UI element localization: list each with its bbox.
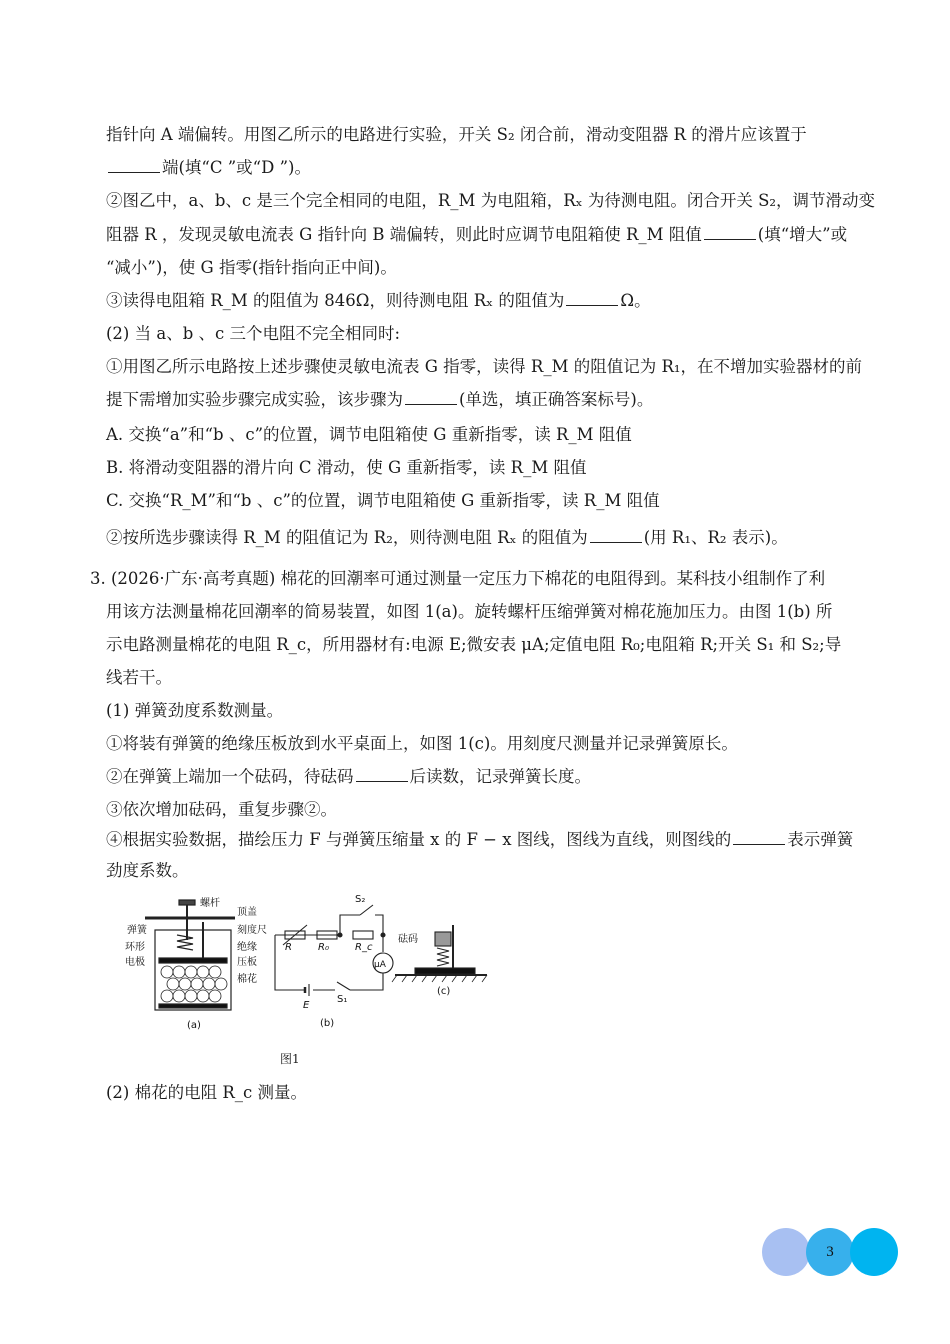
label-weight: 砝码 xyxy=(398,934,418,945)
step-1: ①将装有弹簧的绝缘压板放到水平桌面上，如图 1(c)。用刻度尺测量并记录弹簧原长。 xyxy=(106,734,738,753)
label-rc: R_c xyxy=(355,942,373,953)
line-text-pre: 阻器 R ，发现灵敏电流表 G 指针向 B 端偏转，则此时应调节电阻箱使 R_M 阻值 xyxy=(106,225,702,244)
question-3-line-4: 线若干。 xyxy=(106,668,172,687)
label-ruler: 刻度尺 xyxy=(237,925,267,936)
answer-blank[interactable] xyxy=(405,389,457,405)
figure-a-apparatus xyxy=(145,900,235,1010)
decor-dot-right xyxy=(850,1228,898,1276)
text-line-7: (2) 当 a、b 、c 三个电阻不完全相同时: xyxy=(106,324,401,343)
bottom-electrode xyxy=(159,1004,227,1008)
text-line-13 xyxy=(106,527,788,549)
cotton-fill xyxy=(161,966,227,1002)
figure-b-circuit xyxy=(275,905,393,996)
line-text-post: (用 R₁、R₂ 表示)。 xyxy=(643,528,788,547)
line-text-post: (单选，填正确答案标号)。 xyxy=(459,390,654,409)
switch-s1 xyxy=(337,982,350,990)
line-text-post: 后读数，记录弹簧长度。 xyxy=(409,767,591,786)
label-insul: 绝缘 xyxy=(237,942,257,953)
answer-blank[interactable] xyxy=(733,829,785,845)
page-number-badge xyxy=(760,1228,900,1278)
label-r: R xyxy=(285,942,292,953)
line-text-post: 端(填“C ”或“D ”)。 xyxy=(162,158,311,177)
subsection-1: (1) 弹簧劲度系数测量。 xyxy=(106,701,284,720)
line-text-pre: ④根据实验数据，描绘压力 F 与弹簧压缩量 x 的 F − x 图线，图线为直线，则图线的 xyxy=(106,830,732,849)
label-plate: 压板 xyxy=(237,957,257,968)
bolt-head xyxy=(179,900,195,905)
figure-a-tag: (a) xyxy=(187,1020,201,1031)
label-ring: 环形 xyxy=(125,942,145,953)
resistor-rc xyxy=(353,931,373,939)
ring-electrode xyxy=(159,958,227,963)
text-line-3: ②图乙中，a、b、c 是三个完全相同的电阻，R_M 为电阻箱，Rₓ 为待测电阻。闭合开关 S₂，调节滑动变 xyxy=(106,191,876,210)
option-b: B. 将滑动变阻器的滑片向 C 滑动，使 G 重新指零，读 R_M 阻值 xyxy=(106,458,587,477)
text-line-4 xyxy=(106,224,847,246)
text-line-2 xyxy=(106,157,311,179)
step-2 xyxy=(106,766,591,788)
line-text-post: Ω。 xyxy=(620,291,651,310)
label-s1: S₁ xyxy=(337,994,348,1005)
line-text-pre: 提下需增加实验步骤完成实验，该步骤为 xyxy=(106,390,403,409)
step-4-cont: 劲度系数。 xyxy=(106,861,189,880)
text-line-1: 指针向 A 端偏转。用图乙所示的电路进行实验，开关 S₂ 闭合前，滑动变阻器 R 的滑片应该置于 xyxy=(106,125,807,144)
label-s2: S₂ xyxy=(355,894,366,905)
label-electrode: 电极 xyxy=(125,957,145,968)
insulating-plate xyxy=(415,968,475,974)
text-line-5: “减小”)，使 G 指零(指针指向正中间)。 xyxy=(106,258,397,277)
label-ua: μA xyxy=(374,960,386,970)
line-text-pre: ②按所选步骤读得 R_M 的阻值记为 R₂，则待测电阻 Rₓ 的阻值为 xyxy=(106,528,588,547)
label-bolt: 螺杆 xyxy=(200,898,220,909)
step-3: ③依次增加砝码，重复步骤②。 xyxy=(106,800,337,819)
question-3-line-1: 3. (2026·广东·高考真题) 棉花的回潮率可通过测量一定压力下棉花的电阻得到。某科技小组制作了利 xyxy=(90,569,826,588)
answer-blank[interactable] xyxy=(566,290,618,306)
spring-c xyxy=(437,948,449,966)
step-4 xyxy=(106,829,853,851)
line-text-pre: ②在弹簧上端加一个砝码，待砝码 xyxy=(106,767,354,786)
decor-dot-left xyxy=(762,1228,810,1276)
weight-block xyxy=(435,932,451,946)
answer-blank[interactable] xyxy=(108,157,160,173)
label-spring: 弹簧 xyxy=(127,925,147,936)
question-3-line-2: 用该方法测量棉花回潮率的简易装置，如图 1(a)。旋转螺杆压缩弹簧对棉花施加压力。由图 1(b) 所 xyxy=(106,602,833,621)
label-cotton: 棉花 xyxy=(237,974,257,985)
label-r0: R₀ xyxy=(318,942,329,953)
text-line-8: ①用图乙所示电路按上述步骤使灵敏电流表 G 指零，读得 R_M 的阻值记为 R₁，在不增加实验器材的前 xyxy=(106,357,863,376)
page-number: 3 xyxy=(826,1244,834,1260)
text-line-9 xyxy=(106,389,653,411)
label-e: E xyxy=(303,1000,310,1011)
switch-s2 xyxy=(360,905,373,915)
housing xyxy=(155,930,231,1010)
figure-b-tag: (b) xyxy=(320,1018,335,1029)
figure-c-tag: (c) xyxy=(437,986,451,997)
option-c: C. 交换“R_M”和“b 、c”的位置，调节电阻箱使 G 重新指零，读 R_M 阻值 xyxy=(106,491,660,510)
option-a: A. 交换“a”和“b 、c”的位置，调节电阻箱使 G 重新指零，读 R_M 阻值 xyxy=(106,425,632,444)
line-text-post: 表示弹簧 xyxy=(787,830,854,849)
text-line-6 xyxy=(106,290,651,312)
answer-blank[interactable] xyxy=(704,224,756,240)
label-cap: 顶盖 xyxy=(237,907,257,918)
figure-caption: 图1 xyxy=(280,1052,300,1066)
figure-b-labels xyxy=(285,894,387,1029)
answer-blank[interactable] xyxy=(590,527,642,543)
line-text-post: (填“增大”或 xyxy=(757,225,848,244)
figure-1 xyxy=(115,890,495,1040)
answer-blank[interactable] xyxy=(356,766,408,782)
subsection-2: (2) 棉花的电阻 R_c 测量。 xyxy=(106,1083,308,1102)
line-text-pre: ③读得电阻箱 R_M 的阻值为 846Ω，则待测电阻 Rₓ 的阻值为 xyxy=(106,291,565,310)
spring-coil xyxy=(177,935,193,950)
question-3-line-3: 示电路测量棉花的电阻 R_c，所用器材有:电源 E;微安表 μA;定值电阻 R₀;电阻箱 R;开关 S₁ 和 S₂;导 xyxy=(106,635,842,654)
